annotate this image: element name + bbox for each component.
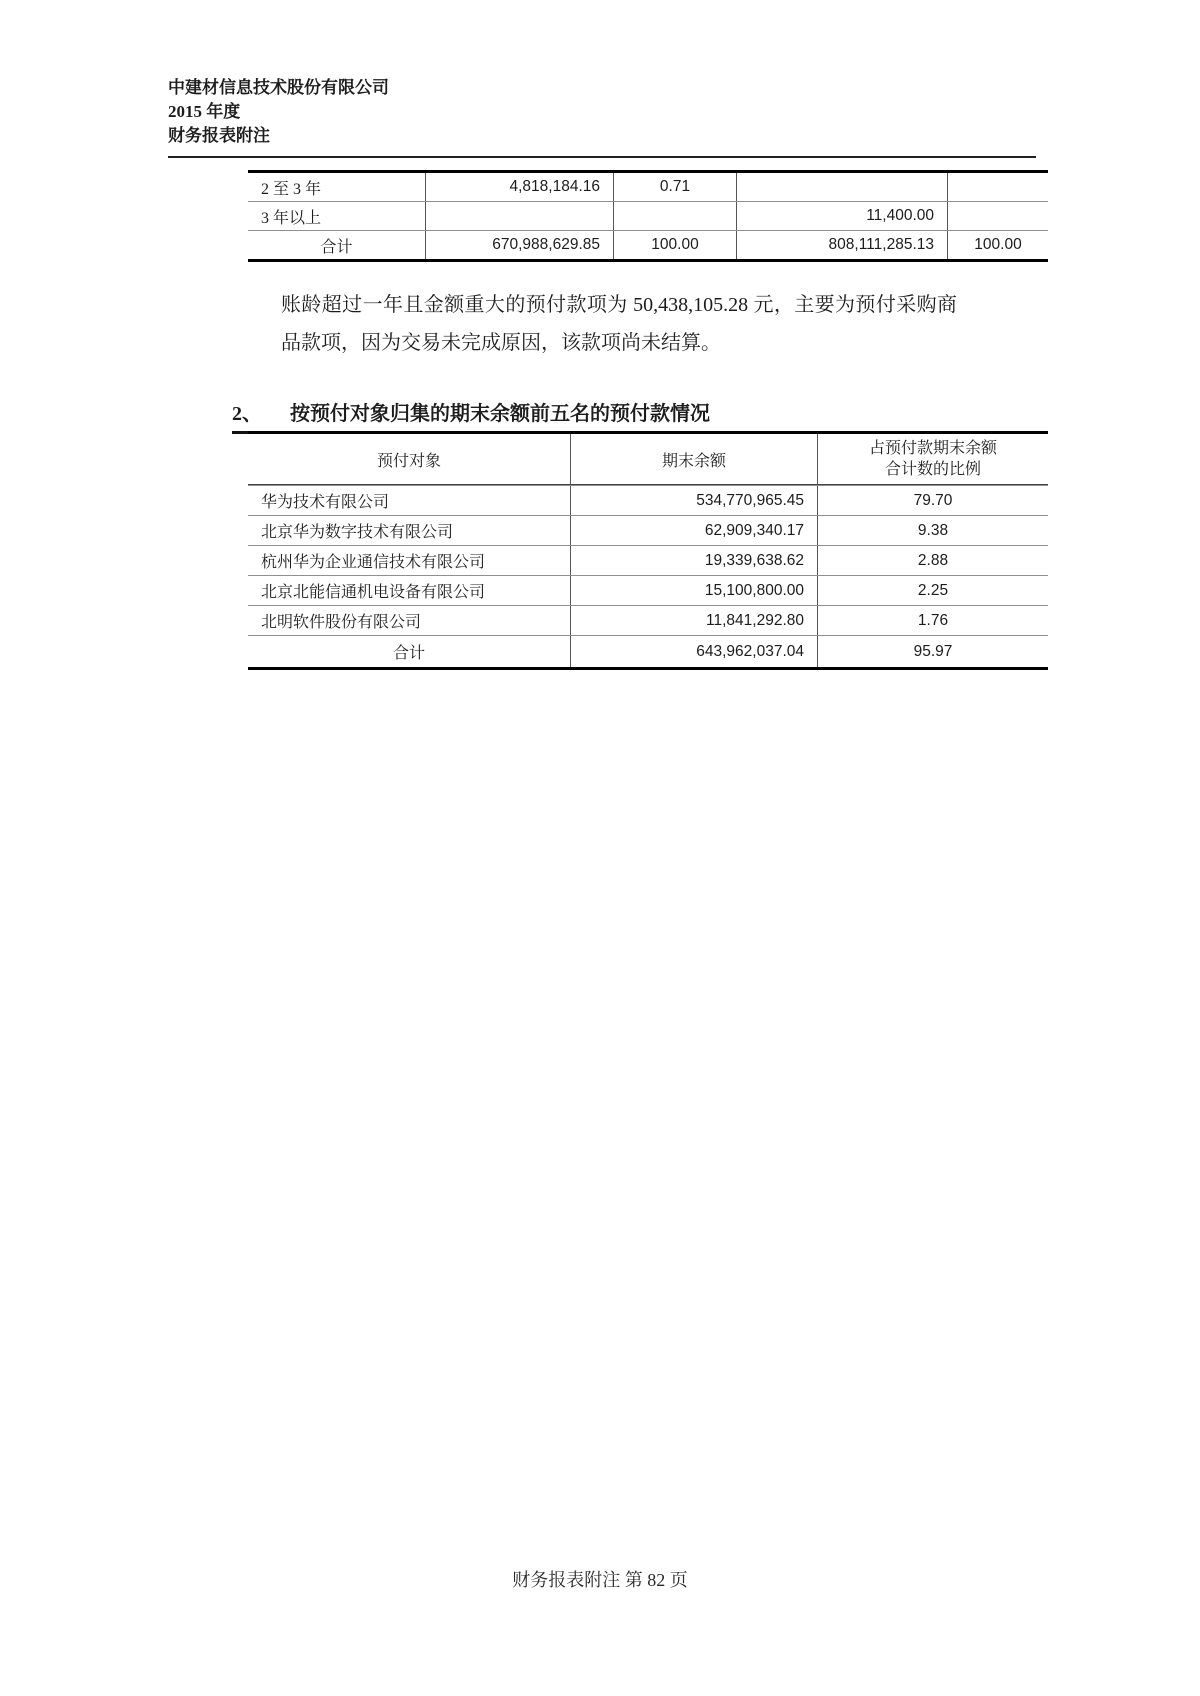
table-row-aging-2to3 — [248, 173, 1048, 201]
aging-total-label: 合计 — [320, 238, 353, 256]
aging-total-amount-prior: 808,111,285.13 — [736, 231, 947, 259]
table-row-aging-over3 — [248, 201, 1048, 230]
prepay-ratio: 79.70 — [817, 486, 1048, 515]
aging-label: 3 年以上 — [261, 209, 322, 227]
prepay-target-name: 杭州华为企业通信技术有限公司 — [261, 554, 486, 571]
prepay-target-name: 北明软件股份有限公司 — [261, 614, 422, 631]
aging-amount-prior: 11,400.00 — [736, 202, 947, 230]
prepay-balance: 19,339,638.62 — [570, 546, 817, 575]
page-footer: 财务报表附注 第 82 页 — [512, 1570, 688, 1590]
table-row — [248, 575, 1048, 605]
report-period: 2015 年度 — [168, 102, 241, 121]
table-row — [248, 515, 1048, 545]
document-header — [168, 76, 1036, 158]
prepay-target-name: 北京北能信通机电设备有限公司 — [261, 584, 486, 601]
column-header-ratio-text: 占预付款期末余额 合计数的比例 — [868, 440, 997, 478]
aging-ratio-current — [613, 202, 736, 230]
column-header-ratio — [817, 434, 1048, 484]
table-row — [248, 485, 1048, 515]
top5-prepayment-table — [248, 431, 1048, 670]
aging-amount-current — [425, 202, 613, 230]
aging-ratio-current: 0.71 — [613, 173, 736, 201]
section-number: 2、 — [232, 403, 262, 425]
total-balance: 643,962,037.04 — [570, 636, 817, 667]
prepay-ratio: 2.88 — [817, 546, 1048, 575]
aging-total-ratio-current: 100.00 — [613, 231, 736, 259]
prepay-target-name: 北京华为数字技术有限公司 — [261, 524, 454, 541]
prepay-ratio: 9.38 — [817, 516, 1048, 545]
prepay-balance: 11,841,292.80 — [570, 606, 817, 635]
aging-note-paragraph: 账龄超过一年且金额重大的预付款项为 50,438,105.28 元，主要为预付采购商品款项，因为交易未完成原因，该款项尚未结算。 — [281, 294, 957, 354]
table-total-row — [248, 635, 1048, 667]
aging-label: 2 至 3 年 — [261, 180, 322, 198]
aging-amount-current: 4,818,184.16 — [425, 173, 613, 201]
aging-amount-prior — [736, 173, 947, 201]
section-title: 按预付对象归集的期末余额前五名的预付款情况 — [290, 403, 710, 425]
aging-ratio-prior — [947, 202, 1048, 230]
prepay-ratio: 2.25 — [817, 576, 1048, 605]
column-header-balance: 期末余额 — [570, 434, 817, 484]
prepay-ratio: 1.76 — [817, 606, 1048, 635]
table-row — [248, 545, 1048, 575]
column-header-target: 预付对象 — [376, 452, 441, 470]
aging-analysis-table — [248, 170, 1048, 262]
company-name: 中建材信息技术股份有限公司 — [168, 78, 389, 97]
table-row — [248, 605, 1048, 635]
prepay-balance: 15,100,800.00 — [570, 576, 817, 605]
aging-ratio-prior — [947, 173, 1048, 201]
aging-total-amount-current: 670,988,629.85 — [425, 231, 613, 259]
prepay-balance: 534,770,965.45 — [570, 486, 817, 515]
prepay-balance: 62,909,340.17 — [570, 516, 817, 545]
section-2-heading — [232, 397, 710, 434]
prepay-target-name: 华为技术有限公司 — [261, 494, 390, 511]
aging-total-ratio-prior: 100.00 — [947, 231, 1048, 259]
total-label: 合计 — [392, 645, 425, 662]
table-header-row — [248, 434, 1048, 485]
doc-title: 财务报表附注 — [168, 126, 270, 145]
table-row-aging-total — [248, 230, 1048, 259]
total-ratio: 95.97 — [817, 636, 1048, 667]
